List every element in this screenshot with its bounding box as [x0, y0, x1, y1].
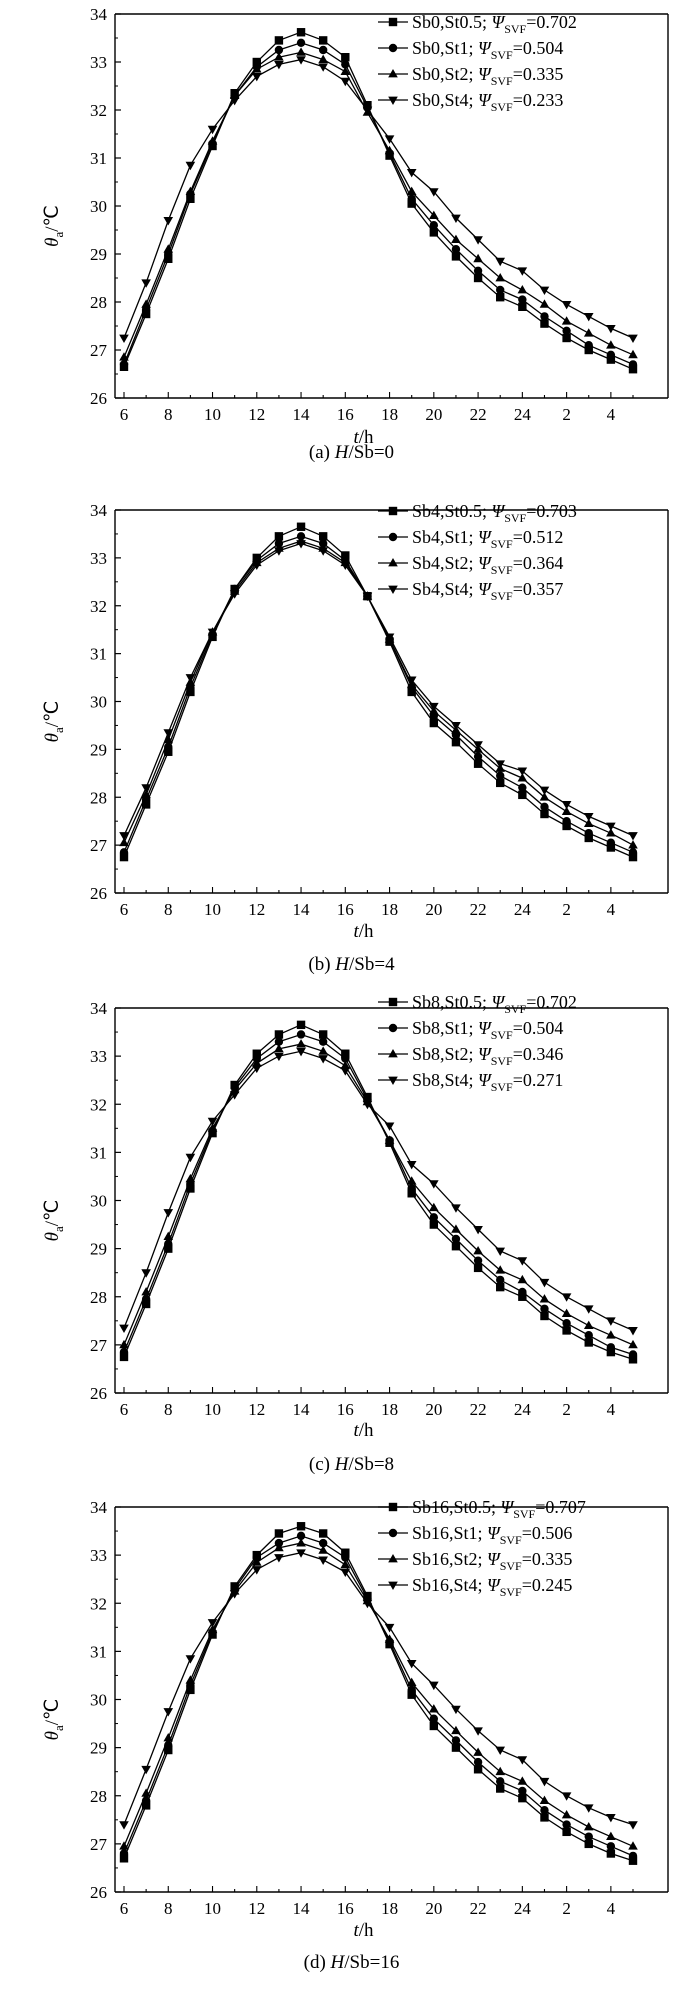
data-point [629, 1852, 637, 1860]
data-point [120, 848, 128, 856]
data-point [452, 738, 460, 746]
data-point [629, 848, 637, 856]
legend [378, 1497, 586, 1599]
y-axis-label: $\theta_a/℃$ [42, 1199, 66, 1242]
series-2 [120, 39, 637, 369]
data-point [607, 1343, 615, 1351]
x-tick-label: 18 [381, 1899, 399, 1918]
x-tick-label: 6 [119, 900, 129, 919]
data-point [585, 829, 593, 837]
data-point [562, 1293, 572, 1301]
data-point [297, 1021, 305, 1029]
legend-marker [388, 1582, 398, 1590]
data-point [474, 1256, 482, 1264]
data-point [496, 772, 504, 780]
data-point [496, 779, 504, 787]
data-point [518, 303, 526, 311]
data-point [628, 840, 638, 848]
data-point [628, 1821, 638, 1829]
data-point [540, 1806, 548, 1814]
x-tick-label: 22 [469, 1899, 487, 1918]
data-point [452, 252, 460, 260]
data-point [163, 1708, 173, 1716]
x-tick-label: 12 [248, 900, 266, 919]
series-1 [120, 523, 637, 862]
data-point [430, 719, 438, 727]
x-tick-label: 8 [164, 1400, 173, 1419]
y-tick-label: 26 [90, 389, 107, 408]
y-tick-label: 33 [90, 1546, 107, 1566]
data-point [297, 39, 305, 47]
data-point [319, 532, 327, 540]
x-tick-label: 24 [513, 1899, 531, 1918]
x-tick-label: 16 [336, 1400, 354, 1419]
data-point [119, 335, 129, 343]
x-tick-label: 14 [292, 1899, 310, 1918]
data-point [562, 334, 570, 342]
data-point [496, 1276, 504, 1284]
data-point [562, 801, 572, 809]
x-tick-label: 6 [119, 1899, 129, 1918]
chart-panel-1 [42, 5, 668, 463]
y-tick-label: 33 [90, 53, 107, 72]
data-point [585, 1338, 593, 1346]
legend-label: Sb8,St2; $\Psi_{SVF}=0.346$ [412, 1044, 564, 1068]
legend-label: Sb0,St1; $\Psi_{SVF}=0.504$ [412, 38, 564, 62]
y-tick-label: 31 [90, 149, 107, 168]
x-axis-label: t/h [353, 1420, 374, 1441]
legend-label: Sb8,St0.5; $\Psi_{SVF}=0.702$ [412, 992, 577, 1016]
data-point [562, 1810, 572, 1818]
data-point [141, 279, 151, 287]
x-tick-label: 12 [248, 405, 266, 424]
y-tick-label: 31 [90, 1143, 107, 1163]
y-tick-label: 33 [90, 1047, 107, 1067]
legend-label: Sb0,St0.5; $\Psi_{SVF}=0.702$ [412, 12, 577, 36]
data-point [275, 36, 283, 44]
data-point [628, 832, 638, 840]
x-tick-label: 18 [381, 405, 399, 424]
data-point [629, 1350, 637, 1358]
data-point [474, 267, 482, 275]
data-point [518, 791, 526, 799]
data-point [562, 1326, 570, 1334]
data-point [540, 312, 548, 320]
data-point [584, 1321, 594, 1329]
data-point [584, 313, 594, 321]
series-line [124, 1051, 633, 1330]
chart-panel-4 [42, 1497, 668, 1973]
legend-marker [388, 69, 398, 77]
data-point [430, 1722, 438, 1730]
data-point [562, 1820, 570, 1828]
legend-label: Sb8,St1; $\Psi_{SVF}=0.504$ [412, 1018, 564, 1042]
data-point [319, 1030, 327, 1038]
data-point [562, 1309, 572, 1317]
data-point [496, 286, 504, 294]
data-point [585, 341, 593, 349]
data-point [275, 1529, 283, 1537]
legend-label: Sb0,St2; $\Psi_{SVF}=0.335$ [412, 64, 564, 88]
data-point [186, 1154, 196, 1162]
y-tick-label: 32 [90, 1594, 107, 1614]
x-axis-label: t/h [353, 1920, 374, 1941]
data-point [385, 1624, 395, 1632]
x-tick-label: 20 [425, 1400, 443, 1419]
x-tick-label: 22 [469, 405, 487, 424]
data-point [518, 1787, 526, 1795]
legend-label: Sb4,St0.5; $\Psi_{SVF}=0.703$ [412, 501, 577, 525]
y-axis-label: $\theta_a/℃$ [42, 1698, 66, 1741]
legend-marker [388, 1554, 398, 1562]
x-tick-label: 22 [469, 1400, 487, 1419]
data-point [163, 217, 173, 225]
legend-marker [388, 1049, 398, 1057]
data-point [562, 316, 572, 324]
x-tick-label: 20 [425, 405, 443, 424]
x-tick-label: 2 [562, 405, 571, 424]
data-point [584, 1305, 594, 1313]
x-tick-label: 24 [513, 405, 531, 424]
x-tick-label: 24 [513, 900, 531, 919]
y-tick-label: 30 [90, 1690, 107, 1710]
data-point [474, 760, 482, 768]
data-point [297, 523, 305, 531]
data-point [540, 287, 550, 295]
legend-marker [388, 586, 398, 594]
legend-marker [389, 1529, 397, 1537]
legend-marker [388, 1077, 398, 1085]
y-tick-label: 32 [90, 1095, 107, 1115]
x-axis-label: t/h [353, 921, 374, 942]
data-point [318, 63, 328, 71]
legend-marker [389, 533, 397, 541]
data-point [430, 1213, 438, 1221]
y-tick-label: 27 [90, 341, 107, 360]
data-point [562, 327, 570, 335]
data-point [120, 1849, 128, 1857]
data-point [584, 328, 594, 336]
data-point [163, 1209, 173, 1217]
data-point [319, 46, 327, 54]
y-tick-label: 26 [90, 1384, 107, 1403]
panel-caption: (c) H/Sb=8 [308, 1454, 395, 1475]
data-point [540, 299, 550, 307]
data-point [296, 1039, 306, 1047]
legend-label: Sb16,St4; $\Psi_{SVF}=0.245$ [412, 1575, 573, 1599]
x-tick-label: 24 [513, 1400, 531, 1419]
series-4 [119, 1048, 638, 1336]
data-point [385, 1123, 395, 1131]
data-point [120, 1348, 128, 1356]
data-point [474, 1264, 482, 1272]
data-point [496, 1777, 504, 1785]
y-tick-label: 28 [90, 293, 107, 312]
x-tick-label: 20 [425, 900, 443, 919]
y-tick-label: 27 [90, 836, 107, 856]
data-point [120, 360, 128, 368]
x-tick-label: 12 [248, 1899, 266, 1918]
data-point [452, 245, 460, 253]
legend-label: Sb8,St4; $\Psi_{SVF}=0.271$ [412, 1070, 564, 1094]
data-point [606, 340, 616, 348]
data-point [607, 1849, 615, 1857]
data-point [629, 360, 637, 368]
data-point [628, 335, 638, 343]
y-tick-label: 33 [90, 548, 107, 568]
data-point [562, 1828, 570, 1836]
data-point [584, 1822, 594, 1830]
data-point [474, 274, 482, 282]
data-point [540, 803, 548, 811]
data-point [119, 1325, 129, 1333]
y-tick-label: 34 [90, 1498, 107, 1517]
data-point [518, 295, 526, 303]
data-point [430, 221, 438, 229]
data-point [341, 53, 349, 61]
x-tick-label: 14 [292, 405, 310, 424]
data-point [518, 783, 526, 791]
data-point [540, 810, 548, 818]
data-point [585, 1832, 593, 1840]
x-tick-label: 20 [425, 1899, 443, 1918]
y-tick-label: 32 [90, 101, 107, 120]
data-point [319, 36, 327, 44]
data-point [296, 47, 306, 55]
legend-label: Sb16,St0.5; $\Psi_{SVF}=0.707$ [412, 1497, 586, 1521]
x-tick-label: 10 [204, 405, 222, 424]
y-tick-label: 30 [90, 692, 107, 712]
x-tick-label: 22 [469, 900, 487, 919]
data-point [540, 1312, 548, 1320]
legend-marker [389, 507, 397, 515]
y-tick-label: 28 [90, 1287, 107, 1307]
y-tick-label: 28 [90, 788, 107, 808]
x-tick-label: 16 [336, 1899, 354, 1918]
y-tick-label: 31 [90, 644, 107, 664]
data-point [186, 162, 196, 170]
data-point [385, 135, 395, 143]
data-point [430, 1220, 438, 1228]
legend-label: Sb16,St1; $\Psi_{SVF}=0.506$ [412, 1523, 573, 1547]
x-tick-label: 2 [562, 1899, 571, 1918]
data-point [607, 839, 615, 847]
y-tick-label: 34 [90, 501, 107, 520]
data-point [496, 293, 504, 301]
legend-label: Sb16,St2; $\Psi_{SVF}=0.335$ [412, 1549, 573, 1573]
x-tick-label: 10 [204, 1400, 222, 1419]
y-tick-label: 26 [90, 1883, 107, 1902]
data-point [540, 1813, 548, 1821]
data-point [518, 1794, 526, 1802]
data-point [496, 1283, 504, 1291]
x-tick-label: 10 [204, 1899, 222, 1918]
x-tick-label: 4 [606, 1899, 616, 1918]
y-tick-label: 26 [90, 884, 107, 903]
x-tick-label: 6 [119, 1400, 129, 1419]
legend-marker [389, 998, 397, 1006]
data-point [275, 532, 283, 540]
x-tick-label: 16 [336, 405, 354, 424]
legend [378, 501, 577, 603]
legend-marker [389, 1024, 397, 1032]
x-axis-label: t/h [353, 427, 374, 448]
data-point [319, 1037, 327, 1045]
panel-caption: (b) H/Sb=4 [308, 954, 395, 975]
data-point [119, 1821, 129, 1829]
series-line [124, 527, 633, 857]
y-tick-label: 32 [90, 596, 107, 616]
legend-marker [389, 1503, 397, 1511]
data-point [275, 1030, 283, 1038]
data-point [562, 1792, 572, 1800]
x-tick-label: 4 [606, 405, 616, 424]
x-tick-label: 16 [336, 900, 354, 919]
data-point [141, 1269, 151, 1277]
data-point [562, 1319, 570, 1327]
data-point [518, 1288, 526, 1296]
x-tick-label: 8 [164, 1899, 173, 1918]
data-point [540, 1305, 548, 1313]
y-tick-label: 31 [90, 1642, 107, 1662]
data-point [562, 301, 572, 309]
y-tick-label: 27 [90, 1834, 107, 1854]
data-point [274, 1053, 284, 1061]
data-point [452, 1235, 460, 1243]
data-point [474, 752, 482, 760]
data-point [319, 1529, 327, 1537]
data-point [451, 722, 461, 730]
legend-marker [389, 18, 397, 26]
y-tick-label: 29 [90, 740, 107, 760]
x-tick-label: 2 [562, 1400, 571, 1419]
legend-marker [388, 558, 398, 566]
y-axis-label: $\theta_a/℃$ [42, 205, 66, 247]
legend-marker [389, 44, 397, 52]
data-point [274, 1554, 284, 1562]
data-point [628, 1327, 638, 1335]
legend-label: Sb4,St4; $\Psi_{SVF}=0.357$ [412, 579, 564, 603]
data-point [518, 285, 528, 293]
y-tick-label: 27 [90, 1335, 107, 1355]
x-tick-label: 2 [562, 900, 571, 919]
x-tick-label: 6 [119, 405, 129, 424]
data-point [585, 1840, 593, 1848]
data-point [474, 1765, 482, 1773]
data-point [452, 1242, 460, 1250]
chart-panel-3 [42, 992, 668, 1475]
data-point [297, 1522, 305, 1530]
data-point [474, 1758, 482, 1766]
data-point [186, 1655, 196, 1663]
y-tick-label: 29 [90, 1239, 107, 1259]
x-tick-label: 14 [292, 1400, 310, 1419]
x-tick-label: 4 [606, 1400, 616, 1419]
data-point [297, 1030, 305, 1038]
legend [378, 12, 577, 114]
x-tick-label: 18 [381, 900, 399, 919]
data-point [274, 61, 284, 69]
data-point [540, 1778, 550, 1786]
data-point [407, 195, 415, 203]
y-tick-label: 34 [90, 999, 107, 1018]
data-point [318, 1557, 328, 1565]
y-tick-label: 34 [90, 5, 107, 24]
data-point [496, 1784, 504, 1792]
x-tick-label: 4 [606, 900, 616, 919]
x-tick-label: 8 [164, 405, 173, 424]
x-tick-label: 8 [164, 900, 173, 919]
y-tick-label: 29 [90, 1738, 107, 1758]
data-point [607, 1842, 615, 1850]
y-axis-label: $\theta_a/℃$ [42, 700, 66, 743]
legend-marker [388, 97, 398, 105]
chart-panel-2 [42, 501, 668, 975]
data-point [318, 1055, 328, 1063]
data-point [452, 1743, 460, 1751]
panel-caption: (a) H/Sb=0 [308, 442, 395, 463]
data-point [540, 319, 548, 327]
x-tick-label: 12 [248, 1400, 266, 1419]
data-point [452, 1736, 460, 1744]
legend-label: Sb0,St4; $\Psi_{SVF}=0.233$ [412, 90, 564, 114]
data-point [430, 1715, 438, 1723]
y-tick-label: 30 [90, 1191, 107, 1211]
y-tick-label: 29 [90, 245, 107, 264]
legend-label: Sb4,St1; $\Psi_{SVF}=0.512$ [412, 527, 564, 551]
data-point [141, 1766, 151, 1774]
x-tick-label: 14 [292, 900, 310, 919]
y-tick-label: 28 [90, 1786, 107, 1806]
data-point [430, 228, 438, 236]
data-point [585, 1331, 593, 1339]
data-point [540, 1279, 550, 1287]
panel-caption: (d) H/Sb=16 [303, 1952, 400, 1973]
x-tick-label: 10 [204, 900, 222, 919]
data-point [296, 1538, 306, 1546]
y-tick-label: 30 [90, 197, 107, 216]
x-tick-label: 18 [381, 1400, 399, 1419]
series-1 [120, 1522, 637, 1865]
legend-label: Sb4,St2; $\Psi_{SVF}=0.364$ [412, 553, 564, 577]
data-point [297, 28, 305, 36]
data-point [607, 351, 615, 359]
data-point [562, 817, 570, 825]
